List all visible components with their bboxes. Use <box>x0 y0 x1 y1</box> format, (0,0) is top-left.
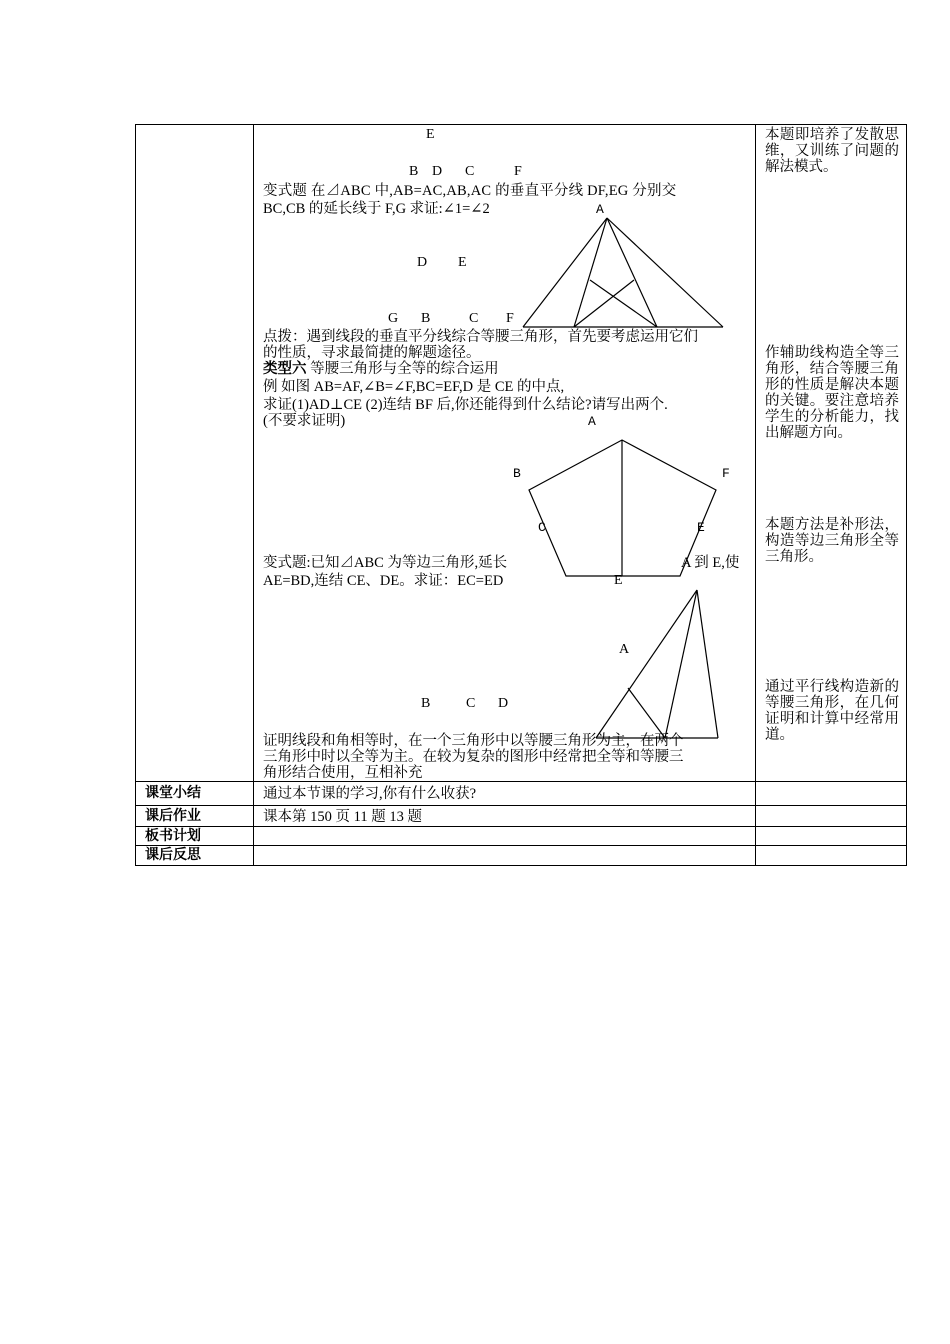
fig4-label-e: E <box>614 573 623 588</box>
figure-isosceles-perpendicular-bisectors <box>523 218 723 327</box>
fig2-label-a: A <box>596 202 604 217</box>
fig2-label-e: E <box>458 255 467 270</box>
summary-line1: 证明线段和角相等时，在一个三角形中以等腰三角形为主，在两个 <box>263 733 684 749</box>
summary-line2: 三角形中时以全等为主。在较为复杂的图形中经常把全等和等腰三 <box>263 749 684 765</box>
fig3-label-b: B <box>513 466 521 481</box>
variant1-text-line2: BC,CB 的延长线于 F,G 求证:∠1=∠2 <box>263 201 490 217</box>
variant2-line1-a: 变式题:已知⊿ABC 为等边三角形,延长 <box>263 555 508 571</box>
fig4-label-c: C <box>466 696 476 711</box>
row-label-homework: 课后作业 <box>145 808 201 824</box>
hint-line2: 的性质，寻求最简捷的解题途径。 <box>263 345 481 361</box>
fig1-label-d: D <box>432 164 443 179</box>
fig2-label-d: D <box>417 255 428 270</box>
fig2-label-b: B <box>421 311 431 326</box>
hint-line1: 点拨：遇到线段的垂直平分线综合等腰三角形，首先要考虑运用它们 <box>263 329 698 345</box>
variant2-line2: AE=BD,连结 CE、DE。求证：EC=ED <box>263 573 504 589</box>
variant1-text-line1: 变式题 在⊿ABC 中,AB=AC,AB,AC 的垂直平分线 DF,EG 分别交 <box>263 183 677 199</box>
example-line: 例 如图 AB=AF,∠B=∠F,BC=EF,D 是 CE 的中点, <box>263 379 565 395</box>
fig4-label-a: A <box>619 642 630 657</box>
type6-title: 类型六 <box>263 361 307 377</box>
fig1-label-e: E <box>426 127 435 142</box>
row-label-summary: 课堂小结 <box>145 785 201 801</box>
fig2-label-f: F <box>506 311 514 326</box>
row-label-reflection: 课后反思 <box>145 847 201 863</box>
fig4-label-b: B <box>421 696 431 711</box>
note-3: 本题方法是补形法，构造等边三角形全等三角形。 <box>765 517 899 565</box>
fig1-label-f: F <box>514 164 522 179</box>
fig2-label-c: C <box>469 311 479 326</box>
fig2-label-g: G <box>388 311 399 326</box>
no-proof-line: (不要求证明) <box>263 413 346 429</box>
note-4: 通过平行线构造新的等腰三角形，在几何证明和计算中经常用道。 <box>765 679 899 743</box>
row-content-homework: 课本第 150 页 11 题 13 题 <box>263 809 422 825</box>
fig3-label-f: F <box>722 466 730 481</box>
row-label-board-plan: 板书计划 <box>145 828 201 844</box>
fig3-label-a: A <box>588 414 596 429</box>
fig1-label-b: B <box>409 164 419 179</box>
type6-text: 等腰三角形与全等的综合运用 <box>306 361 499 377</box>
row-content-summary: 通过本节课的学习,你有什么收获? <box>263 786 477 802</box>
prove-line: 求证(1)AD⊥CE (2)连结 BF 后,你还能得到什么结论?请写出两个. <box>263 397 668 413</box>
fig1-label-c: C <box>465 164 475 179</box>
figure-equilateral-extension <box>596 590 718 738</box>
fig4-label-d: D <box>498 696 509 711</box>
fig3-label-c: C <box>538 520 546 535</box>
note-2: 作辅助线构造全等三角形，结合等腰三角形的性质是解决本题的关键。要注意培养学生的分析能力，找出解题方向。 <box>765 345 899 441</box>
fig3-label-e: E <box>697 520 705 535</box>
variant2-line1-b: A 到 E,使 <box>681 555 740 571</box>
note-1: 本题即培养了发散思维，又训练了问题的解法模式。 <box>765 127 899 175</box>
summary-line3: 角形结合使用，互相补充 <box>263 765 423 781</box>
